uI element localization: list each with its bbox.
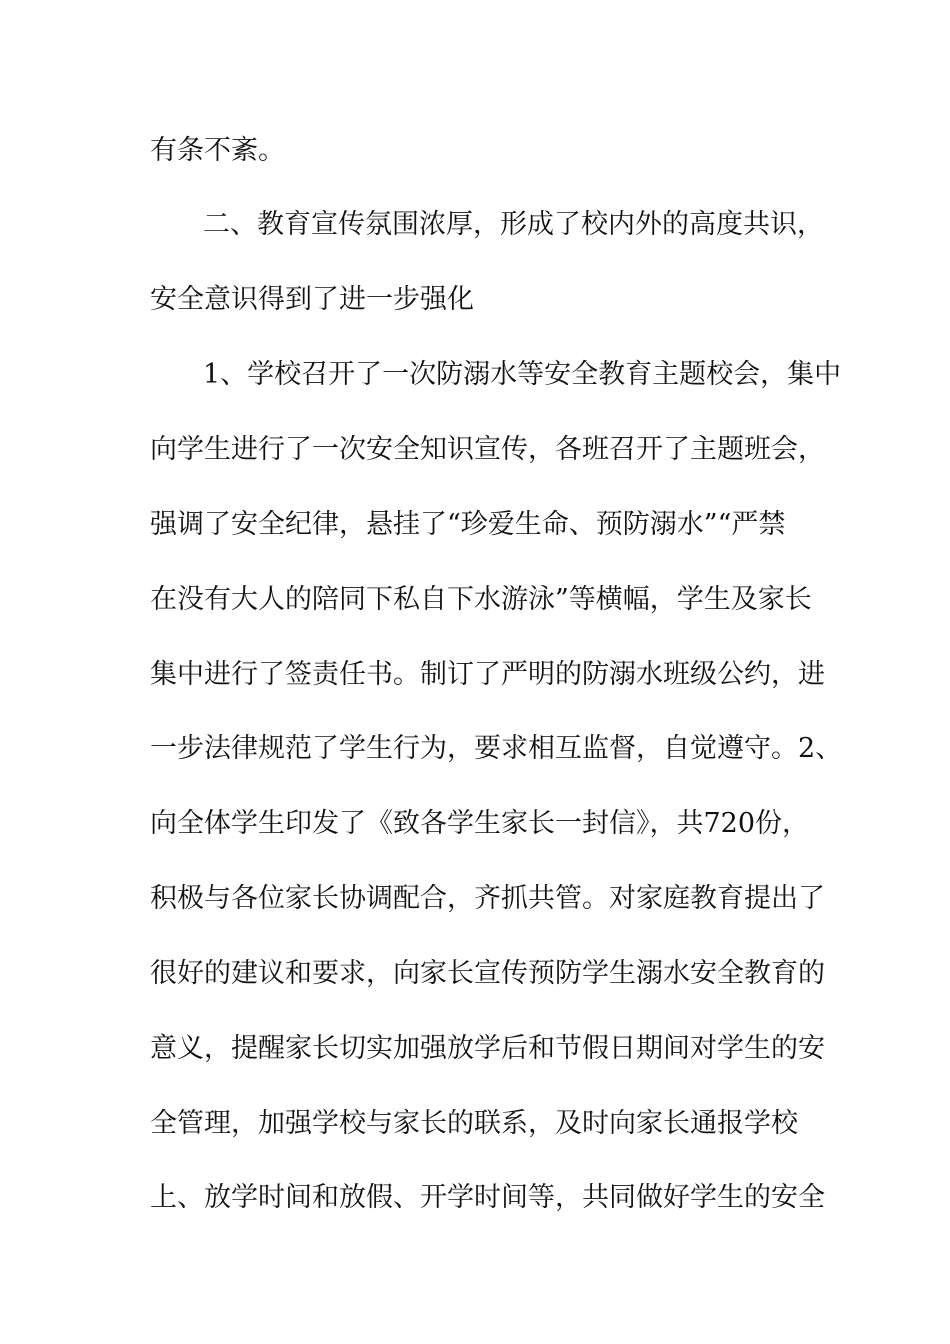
text-line: 上、放学时间和放假、开学时间等，共同做好学生的安全 xyxy=(150,1182,825,1213)
text-line: 积极与各位家长协调配合，齐抓共管。对家庭教育提出了 xyxy=(150,883,825,914)
text-line: 在没有大人的陪同下私自下水游泳”等横幅，学生及家长 xyxy=(150,584,812,615)
text-line: 1、学校召开了一次防溺水等安全教育主题校会，集中 xyxy=(203,359,842,390)
text-line: 意义，提醒家长切实加强放学后和节假日期间对学生的安 xyxy=(150,1033,825,1064)
text-line: 很好的建议和要求，向家长宣传预防学生溺水安全教育的 xyxy=(150,958,825,989)
text-line: 一步法律规范了学生行为，要求相互监督，自觉遵守。2、 xyxy=(150,733,843,764)
text-line: 有条不紊。 xyxy=(150,135,285,166)
section-heading-line: 二、教育宣传氛围浓厚，形成了校内外的高度共识， xyxy=(203,209,824,240)
text-line: 向全体学生印发了《致各学生家长一封信》，共720份， xyxy=(150,808,810,839)
text-line: 全管理，加强学校与家长的联系，及时向家长通报学校 xyxy=(150,1108,798,1139)
text-line: 强调了安全纪律，悬挂了“珍爱生命、预防溺水”“严禁 xyxy=(150,509,786,540)
text-line: 向学生进行了一次安全知识宣传，各班召开了主题班会， xyxy=(150,434,825,465)
text-line: 集中进行了签责任书。制订了严明的防溺水班级公约，进 xyxy=(150,659,825,690)
section-heading-line: 安全意识得到了进一步强化 xyxy=(150,284,474,315)
